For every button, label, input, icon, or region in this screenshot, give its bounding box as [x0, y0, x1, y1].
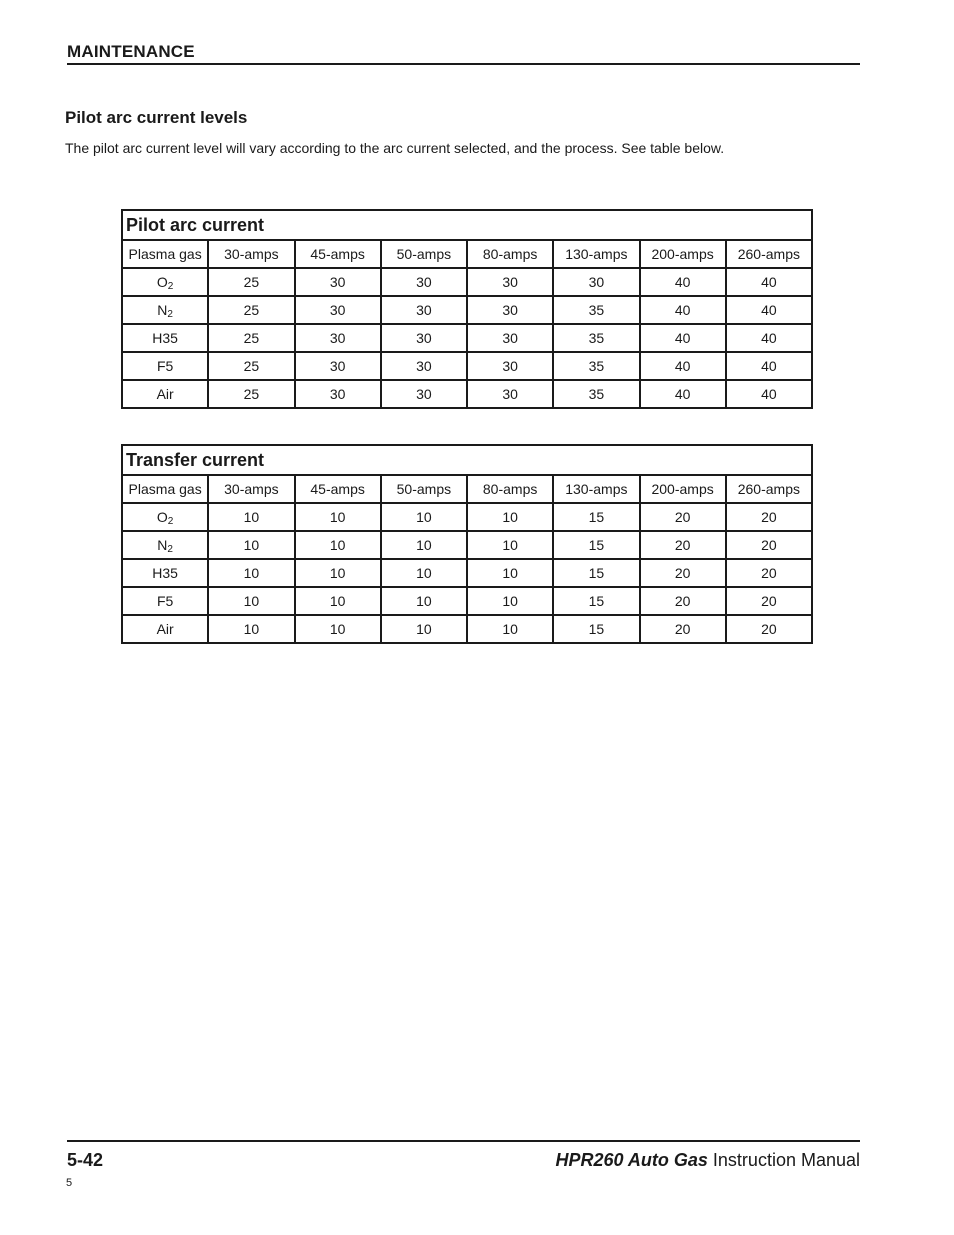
header-divider — [67, 63, 860, 65]
current-value-cell: 40 — [726, 296, 812, 324]
plasma-gas-cell — [122, 503, 208, 531]
current-value-cell: 30 — [381, 296, 467, 324]
current-value-cell: 20 — [726, 615, 812, 643]
current-value-cell: 10 — [467, 503, 553, 531]
current-value-cell: 40 — [640, 380, 726, 408]
plasma-gas-cell — [122, 587, 208, 615]
current-value-cell: 15 — [553, 587, 639, 615]
table-header-row — [122, 240, 812, 268]
gas-label: N — [157, 537, 168, 553]
revision-number: 5 — [66, 1177, 73, 1189]
current-value-cell: 30 — [467, 352, 553, 380]
column-header: 80-amps — [467, 240, 553, 268]
current-value-cell: 10 — [295, 587, 381, 615]
current-value-cell: 40 — [640, 352, 726, 380]
current-value-cell: 20 — [640, 615, 726, 643]
column-header: 260-amps — [726, 240, 812, 268]
current-value-cell: 30 — [295, 296, 381, 324]
gas-subscript: 2 — [167, 544, 173, 555]
transfer-current-table — [121, 444, 813, 644]
plasma-gas-cell — [122, 324, 208, 352]
plasma-gas-cell — [122, 268, 208, 296]
manual-title — [556, 1150, 860, 1171]
plasma-gas-cell — [122, 559, 208, 587]
model-name: HPR260 Auto Gas — [555, 1150, 708, 1170]
table-title: Transfer current — [122, 445, 812, 475]
current-value-cell: 10 — [467, 615, 553, 643]
current-value-cell: 30 — [553, 268, 639, 296]
manual-label: Instruction Manual — [712, 1150, 860, 1170]
gas-label: F5 — [156, 593, 174, 609]
current-value-cell: 20 — [726, 587, 812, 615]
gas-label: H35 — [152, 330, 178, 346]
table-row — [122, 615, 812, 643]
current-value-cell: 25 — [208, 268, 294, 296]
current-value-cell: 35 — [553, 296, 639, 324]
current-value-cell: 40 — [726, 324, 812, 352]
current-value-cell: 10 — [208, 559, 294, 587]
footer-divider — [67, 1140, 860, 1142]
table-row — [122, 324, 812, 352]
table-row — [122, 380, 812, 408]
current-value-cell: 20 — [726, 503, 812, 531]
current-value-cell: 15 — [553, 503, 639, 531]
table-row — [122, 587, 812, 615]
current-value-cell: 10 — [208, 531, 294, 559]
page-number: 5-42 — [67, 1150, 104, 1170]
column-header: 200-amps — [640, 475, 726, 503]
column-header: 200-amps — [640, 240, 726, 268]
plasma-gas-cell — [122, 380, 208, 408]
current-value-cell: 30 — [467, 268, 553, 296]
gas-subscript: 2 — [167, 281, 174, 292]
current-value-cell: 25 — [208, 380, 294, 408]
plasma-gas-cell — [122, 296, 208, 324]
current-value-cell: 10 — [467, 531, 553, 559]
gas-label: O — [156, 274, 168, 290]
current-value-cell: 20 — [640, 587, 726, 615]
current-value-cell: 20 — [640, 531, 726, 559]
column-header: Plasma gas — [122, 475, 208, 503]
current-value-cell: 30 — [295, 324, 381, 352]
current-value-cell: 40 — [640, 324, 726, 352]
column-header: Plasma gas — [122, 240, 208, 268]
column-header: 30-amps — [208, 240, 294, 268]
current-value-cell: 15 — [553, 615, 639, 643]
current-value-cell: 40 — [726, 380, 812, 408]
column-header: 260-amps — [726, 475, 812, 503]
plasma-gas-cell — [122, 352, 208, 380]
current-value-cell: 10 — [208, 503, 294, 531]
current-value-cell: 10 — [381, 587, 467, 615]
current-value-cell: 20 — [640, 503, 726, 531]
column-header: 130-amps — [553, 240, 639, 268]
current-value-cell: 15 — [553, 531, 639, 559]
current-value-cell: 35 — [553, 380, 639, 408]
current-value-cell: 40 — [726, 352, 812, 380]
current-value-cell: 40 — [640, 296, 726, 324]
table-row — [122, 503, 812, 531]
column-header: 45-amps — [295, 475, 381, 503]
section-heading: Pilot arc current levels — [65, 108, 248, 127]
table-row — [122, 559, 812, 587]
current-value-cell: 30 — [381, 324, 467, 352]
current-value-cell: 30 — [381, 380, 467, 408]
column-header: 45-amps — [295, 240, 381, 268]
gas-label: O — [156, 509, 168, 525]
current-value-cell: 10 — [381, 503, 467, 531]
gas-label: F5 — [156, 358, 174, 374]
column-header: 130-amps — [553, 475, 639, 503]
current-value-cell: 30 — [381, 268, 467, 296]
column-header: 50-amps — [381, 475, 467, 503]
current-value-cell: 30 — [467, 296, 553, 324]
current-value-cell: 30 — [295, 352, 381, 380]
gas-label: Air — [156, 621, 174, 637]
gas-label: H35 — [152, 565, 178, 581]
current-value-cell: 10 — [467, 587, 553, 615]
current-value-cell: 20 — [726, 531, 812, 559]
pilot-arc-current-table — [121, 209, 813, 409]
current-value-cell: 40 — [640, 268, 726, 296]
current-value-cell: 20 — [726, 559, 812, 587]
current-value-cell: 25 — [208, 296, 294, 324]
column-header: 50-amps — [381, 240, 467, 268]
current-value-cell: 25 — [208, 324, 294, 352]
gas-label: N — [157, 302, 168, 318]
current-value-cell: 10 — [381, 615, 467, 643]
current-value-cell: 10 — [208, 615, 294, 643]
current-value-cell: 10 — [381, 559, 467, 587]
current-value-cell: 35 — [553, 352, 639, 380]
current-value-cell: 40 — [726, 268, 812, 296]
gas-subscript: 2 — [167, 516, 174, 527]
current-value-cell: 30 — [295, 380, 381, 408]
table-title: Pilot arc current — [122, 210, 812, 240]
gas-subscript: 2 — [167, 309, 173, 320]
current-value-cell: 10 — [295, 615, 381, 643]
current-value-cell: 30 — [381, 352, 467, 380]
current-value-cell: 35 — [553, 324, 639, 352]
table-header-row — [122, 475, 812, 503]
table-row — [122, 531, 812, 559]
section-header-title: MAINTENANCE — [67, 42, 195, 61]
current-value-cell: 10 — [381, 531, 467, 559]
table-row — [122, 352, 812, 380]
current-value-cell: 10 — [467, 559, 553, 587]
plasma-gas-cell — [122, 531, 208, 559]
current-value-cell: 10 — [295, 503, 381, 531]
current-value-cell: 30 — [467, 380, 553, 408]
gas-label: Air — [156, 386, 174, 402]
current-value-cell: 25 — [208, 352, 294, 380]
current-value-cell: 30 — [467, 324, 553, 352]
table-row — [122, 296, 812, 324]
intro-paragraph: The pilot arc current level will vary according to the arc current selected, and the process. See table below. — [65, 140, 725, 156]
current-value-cell: 10 — [208, 587, 294, 615]
current-value-cell: 20 — [640, 559, 726, 587]
column-header: 30-amps — [208, 475, 294, 503]
column-header: 80-amps — [467, 475, 553, 503]
current-value-cell: 10 — [295, 531, 381, 559]
current-value-cell: 10 — [295, 559, 381, 587]
table-row — [122, 268, 812, 296]
current-value-cell: 30 — [295, 268, 381, 296]
plasma-gas-cell — [122, 615, 208, 643]
current-value-cell: 15 — [553, 559, 639, 587]
